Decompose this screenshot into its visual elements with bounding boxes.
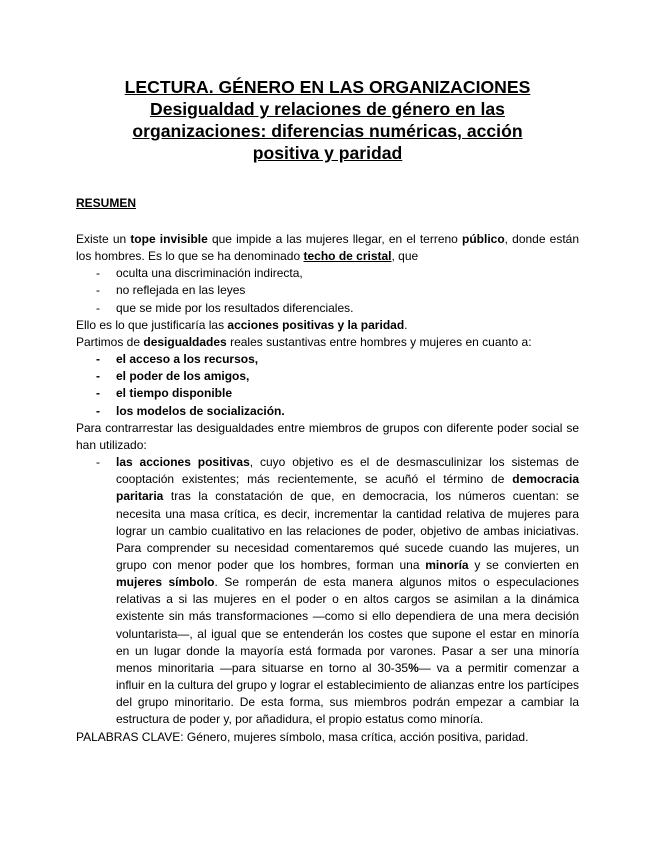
abstract-body bbox=[76, 231, 579, 746]
list-item: - el acceso a los recursos, bbox=[76, 351, 579, 368]
bold-term: tope invisible bbox=[130, 232, 208, 246]
list-item-acciones-positivas: - las acciones positivas, cuyo objetivo es el de desmasculinizar los sistemas de cooptación existentes; más recientemente, se acuñó el término de democracia paritaria tras la constatación de que, en democracia, los números cuentan: se necesita una masa crítica, es decir, incrementar la cantidad relativa de mujeres para lograr un cambio cualitativo en las relaciones de poder, objetivo de ambas iniciativas. Para comprender su necesidad comentaremos qué sucede cuando las mujeres, un grupo con menor poder que los hombres, forman una minoría y se convierten en mujeres símbolo. Se romperán de esta manera algunos mitos o especulaciones relativas a si las mujeres en el poder o en altos cargos se asimilan a la dinámica existente sin más transformaciones —como si ello dependiera de una mera decisión voluntarista—, al igual que se entenderán los costes que supone el estar en minoría en un lugar donde la mayoría está formada por varones. Pasar a ser una minoría menos minoritaria —para situarse en torno al 30-35%— va a permitir comenzar a influir en la cultura del grupo y lograr el establecimiento de alianzas entre los partícipes del grupo minoritario. De esta forma, sus miembros podrán empezar a cambiar la estructura de poder y, por añadidura, el propio estatus como minoría. bbox=[96, 455, 580, 727]
bold-term: % bbox=[408, 660, 419, 675]
document-title bbox=[76, 76, 579, 164]
title-line-1: LECTURA. GÉNERO EN LAS ORGANIZACIONES bbox=[124, 77, 531, 97]
list-desigualdades bbox=[76, 351, 579, 420]
list-item: - el tiempo disponible bbox=[76, 385, 579, 402]
bold-underlined-term: techo de cristal bbox=[303, 249, 392, 264]
dash-marker: - bbox=[96, 455, 100, 470]
paragraph-desigualdades: Partimos de desigualdades reales sustantivas entre hombres y mujeres en cuanto a: bbox=[76, 334, 532, 349]
bold-term: las acciones positivas bbox=[116, 455, 250, 470]
paragraph-contrarrestar: Para contrarrestar las desigualdades entre miembros de grupos con diferente poder social se han utilizado: bbox=[76, 420, 579, 452]
dash-marker: - bbox=[96, 403, 100, 418]
bold-term: mujeres símbolo bbox=[116, 575, 215, 590]
dash-marker: - bbox=[96, 369, 100, 384]
list-medidas bbox=[76, 454, 579, 729]
list-item: - los modelos de socialización. bbox=[76, 403, 579, 420]
dash-marker: - bbox=[96, 352, 100, 367]
dash-marker: - bbox=[96, 386, 100, 401]
bold-term: democracia paritaria bbox=[116, 472, 579, 504]
list-techo-cristal bbox=[76, 265, 579, 316]
bold-term: público bbox=[462, 232, 505, 246]
bold-term: desigualdades bbox=[143, 334, 227, 349]
dash-marker: - bbox=[96, 266, 100, 281]
title-line-4: positiva y paridad bbox=[252, 143, 403, 163]
list-item: - el poder de los amigos, bbox=[76, 368, 579, 385]
title-line-3: organizaciones: diferencias numéricas, acción bbox=[132, 121, 523, 141]
paragraph-acciones-positivas: Ello es lo que justificaría las acciones positivas y la paridad. bbox=[76, 317, 408, 332]
dash-marker: - bbox=[96, 283, 100, 298]
keywords-line: PALABRAS CLAVE: Género, mujeres símbolo, masa crítica, acción positiva, paridad. bbox=[76, 729, 529, 744]
bold-term: acciones positivas y la paridad bbox=[227, 317, 405, 332]
list-item: - oculta una discriminación indirecta, bbox=[76, 265, 579, 282]
bold-term: minoría bbox=[425, 557, 469, 572]
paragraph-tope-invisible: Existe un tope invisible que impide a las mujeres llegar, en el terreno público, donde están los hombres. Es lo que se ha denominado techo de cristal, que bbox=[76, 232, 580, 264]
dash-marker: - bbox=[96, 300, 100, 315]
title-line-2: Desigualdad y relaciones de género en las bbox=[150, 99, 505, 119]
list-item: - que se mide por los resultados diferenciales. bbox=[76, 300, 579, 317]
list-item: - no reflejada en las leyes bbox=[76, 282, 579, 299]
section-heading-resumen: RESUMEN bbox=[76, 196, 137, 210]
